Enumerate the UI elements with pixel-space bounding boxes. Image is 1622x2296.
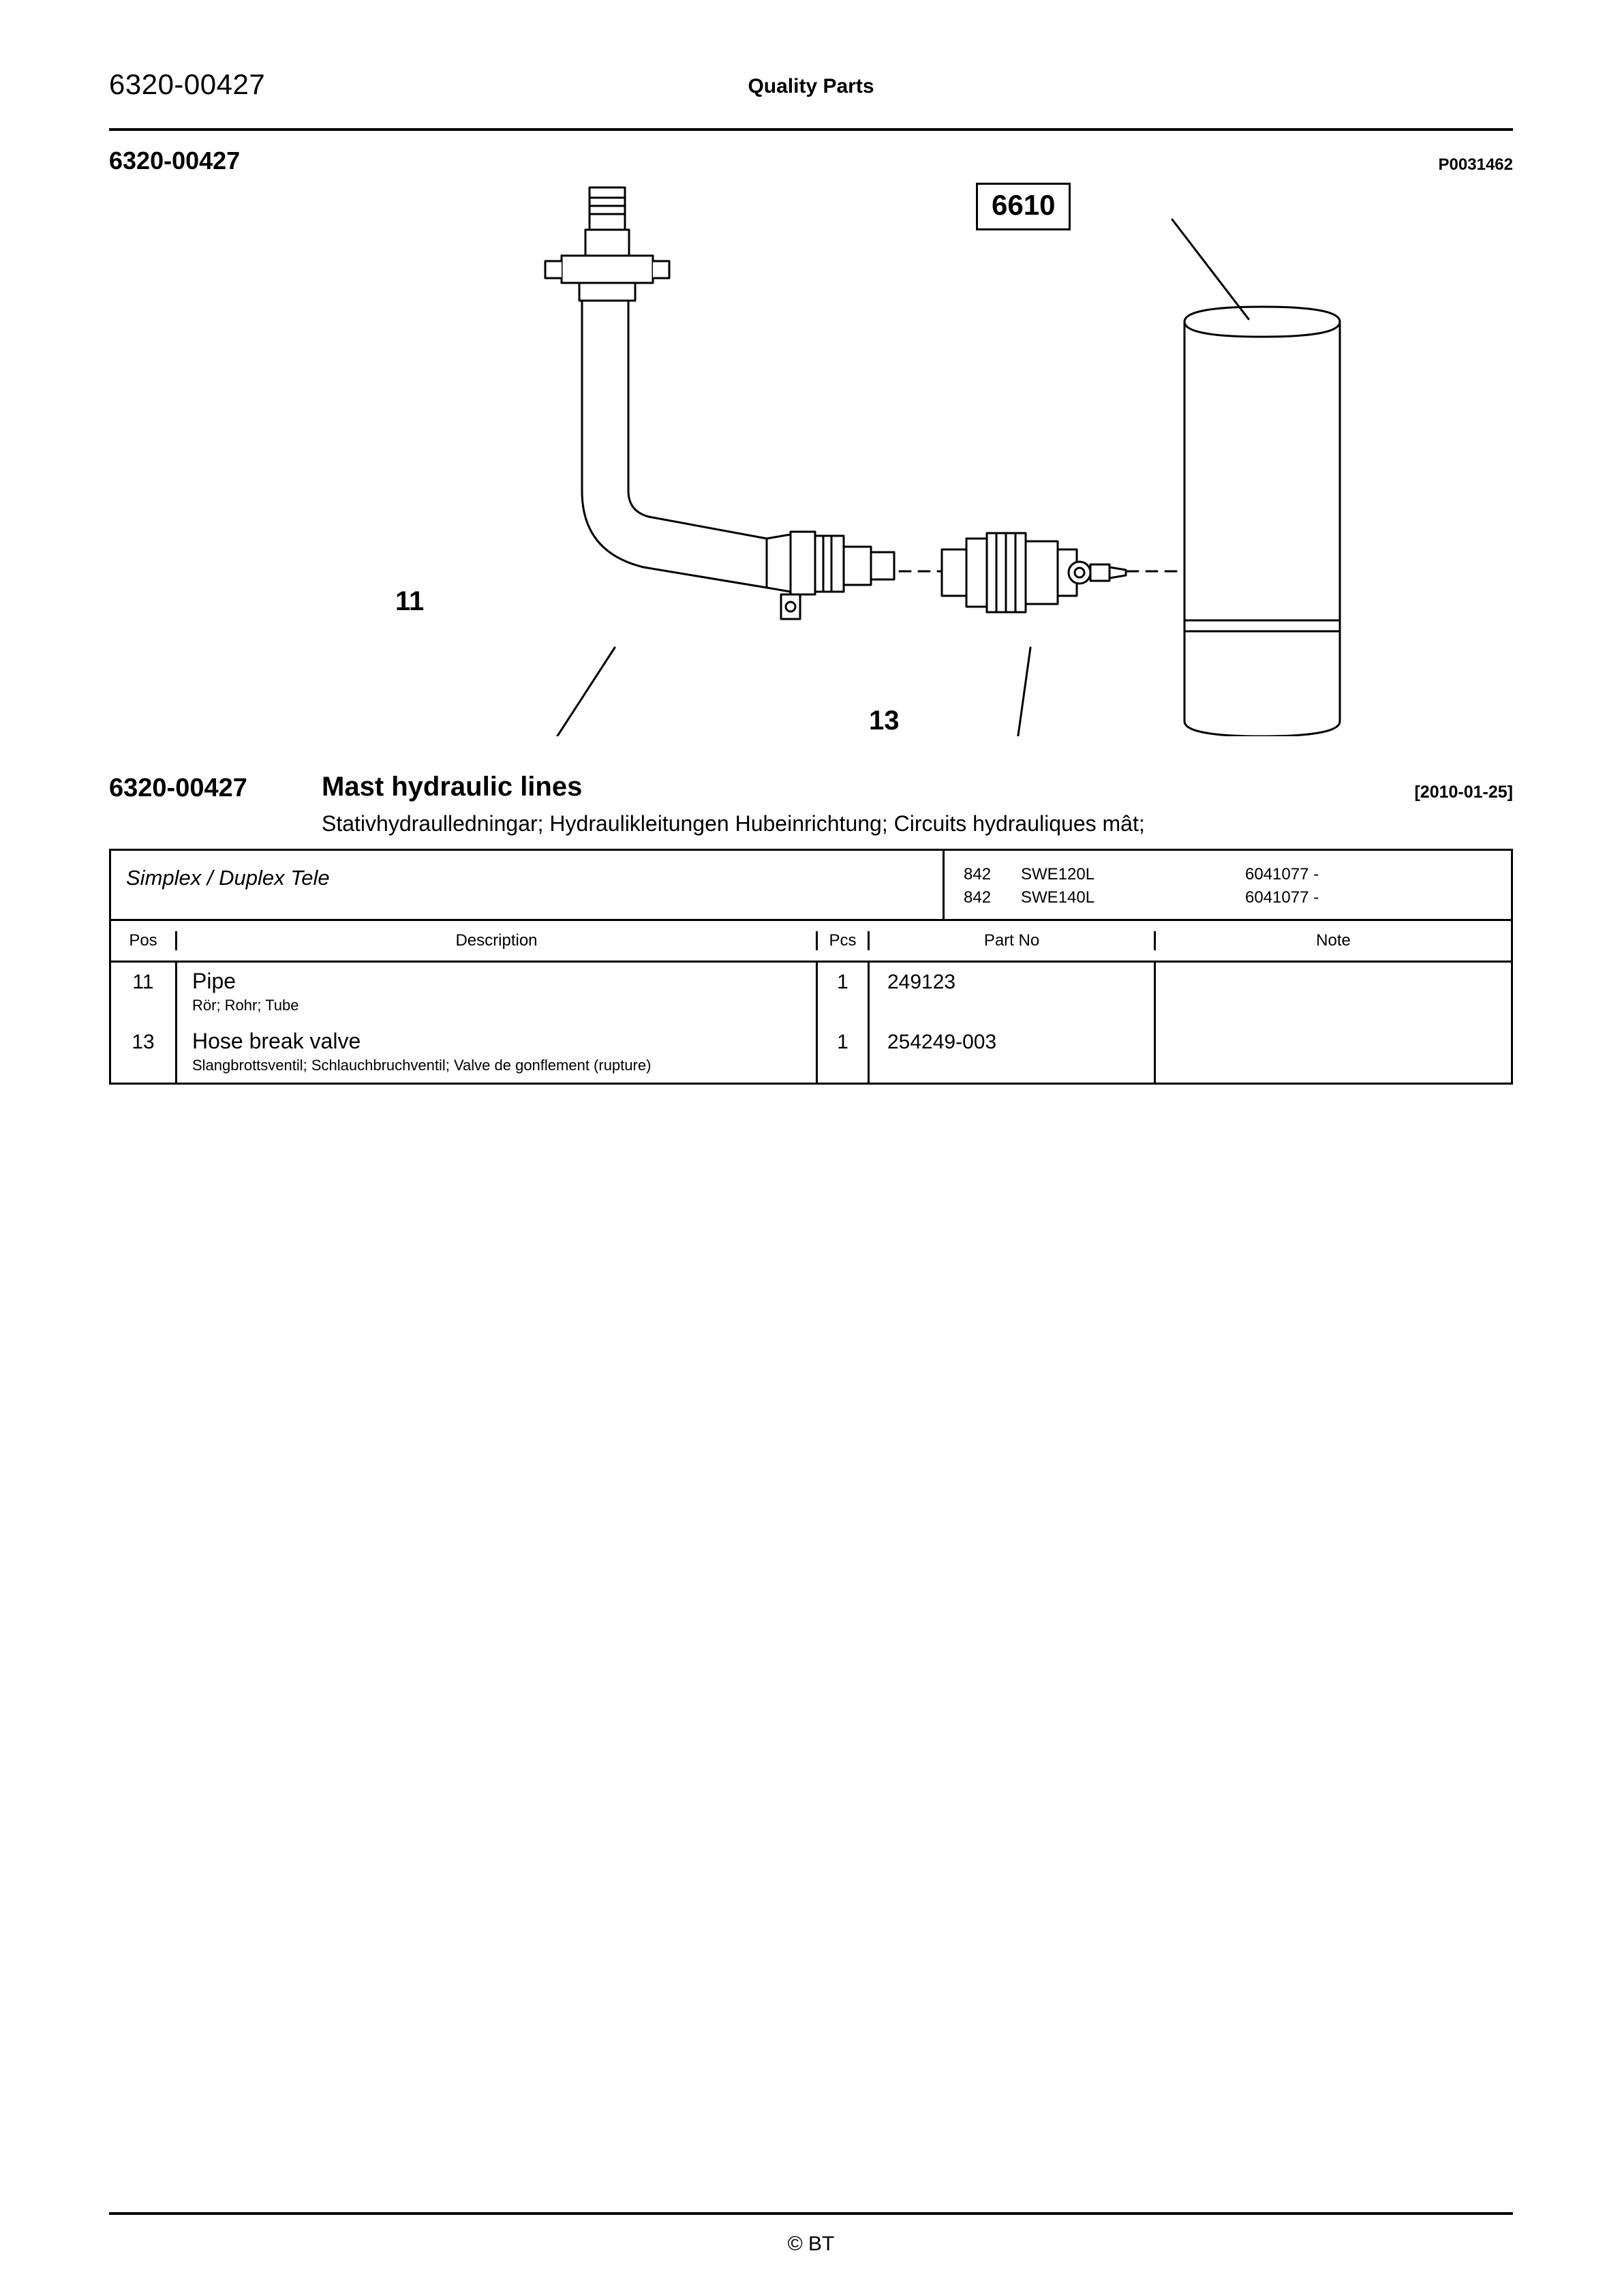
- variant-serial-range: 6041077 -: [1245, 865, 1319, 883]
- row-pos: 11: [132, 971, 154, 993]
- table-row: [111, 963, 1511, 1023]
- row-description-translations: Slangbrottsventil; Schlauchbruchventil; Valve de gonflement (rupture): [192, 1056, 652, 1074]
- row-note: [1154, 1023, 1511, 1083]
- row-pos: 13: [132, 1031, 155, 1053]
- variant-model-name: SWE140L: [1021, 888, 1095, 907]
- column-header-part-no: Part No: [868, 931, 1154, 950]
- row-description-cell: [175, 963, 816, 1023]
- row-note: [1154, 963, 1511, 1023]
- column-header-description: Description: [175, 931, 816, 950]
- variant-model-code: 842: [964, 865, 992, 883]
- row-description: Hose break valve: [192, 1029, 361, 1053]
- row-pcs: 1: [816, 963, 868, 1023]
- header-document-code: 6320-00427: [109, 68, 266, 100]
- section-title: Mast hydraulic lines: [322, 772, 583, 802]
- variant-name: Simplex / Duplex Tele: [126, 866, 330, 890]
- row-part-no: 249123: [868, 963, 1154, 1023]
- table-column-header: [111, 921, 1511, 963]
- column-header-pos: Pos: [129, 931, 157, 950]
- row-pcs: 1: [816, 1023, 868, 1083]
- row-description-translations: Rör; Rohr; Tube: [192, 996, 299, 1014]
- table-row: [111, 1023, 1511, 1083]
- callout-label-13: 13: [869, 706, 900, 736]
- header-title: Quality Parts: [748, 75, 874, 97]
- drawing-reference: P0031462: [1438, 155, 1513, 174]
- callout-label-6610: 6610: [976, 183, 1071, 230]
- exploded-view-illustration: [109, 170, 1513, 736]
- section-subtitle: Stativhydraulledningar; Hydraulikleitungen Hubeinrichtung; Circuits hydrauliques mât;: [322, 811, 1145, 836]
- section-code: 6320-00427: [109, 774, 247, 802]
- header-divider: [109, 128, 1513, 131]
- variant-model-name: SWE120L: [1021, 865, 1095, 883]
- column-header-pcs: Pcs: [816, 931, 868, 950]
- variant-header-row: [111, 851, 1511, 921]
- variant-models: [943, 851, 1222, 919]
- column-header-note: Note: [1154, 931, 1511, 950]
- variant-serial-range: 6041077 -: [1245, 888, 1319, 907]
- page-header: [109, 68, 1513, 116]
- callout-label-11: 11: [395, 586, 425, 616]
- footer-copyright: © BT: [787, 2233, 835, 2255]
- row-description-cell: [175, 1023, 816, 1083]
- row-description: Pipe: [192, 969, 236, 993]
- subheader-document-code: 6320-00427: [109, 147, 241, 175]
- footer-divider: [109, 2212, 1513, 2215]
- row-part-no: 254249-003: [868, 1023, 1154, 1083]
- parts-table: [109, 849, 1513, 1085]
- section-date: [2010-01-25]: [1414, 783, 1513, 802]
- variant-serials: [1222, 851, 1511, 919]
- variant-model-line: [964, 863, 1222, 886]
- variant-model-line: [964, 886, 1222, 909]
- variant-model-code: 842: [964, 888, 992, 907]
